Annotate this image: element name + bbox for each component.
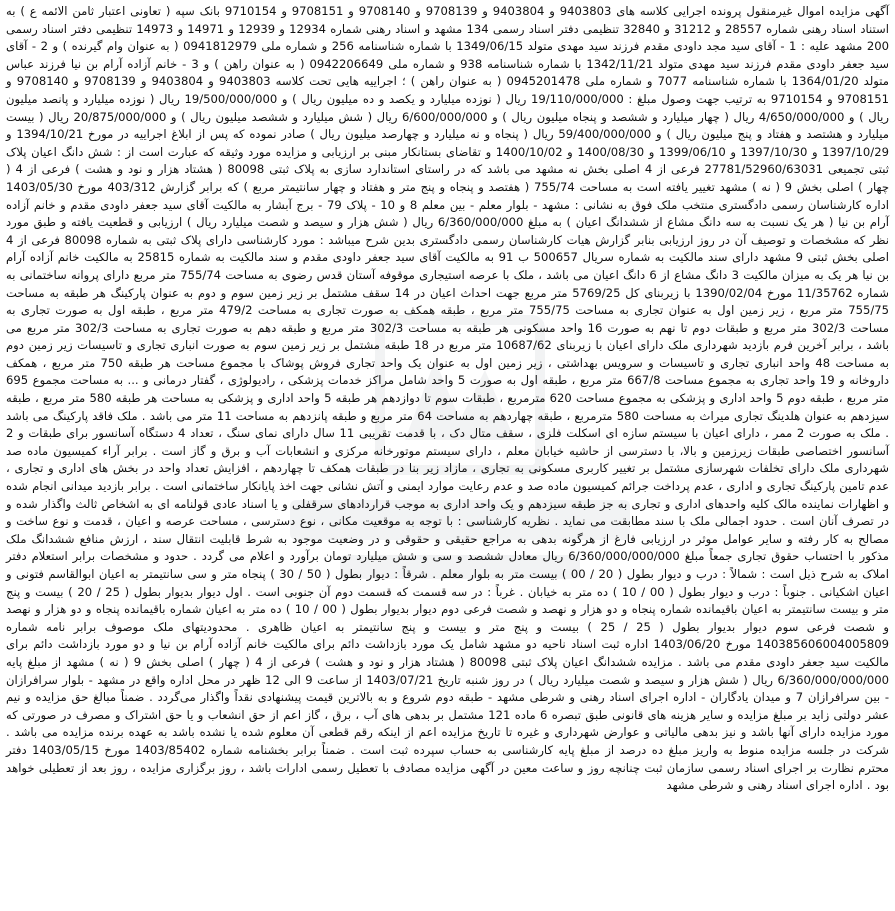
auction-notice-text: آگهی مزایده اموال غیرمنقول پرونده اجرایی کلاسه های 9403803 و 9403804 و 9708139 و 9708140 و 9708151 و 9710154 بانک سپه ( تعاونی اعتبار ثامن الائمه ع ) به استناد اسناد رهنی شماره 28557 و 31212 و 32840 تنظیمی دفتر اسناد رسمی 134 مشهد و اسناد رهنی شماره 12934 و 12939 و 14971 و 14973 تنظیمی دفتر اسناد رسمی 200 مشهد علیه : 1 - آقای سید مجد داودی مقدم فرزند سید مهدی متولد 1349/06/15 با شماره شناسنامه 256 و شماره ملی 0941812979 ( به عنوان وام گیرنده ) و 2 - آقای سید جعفر داودی مقدم فرزند سید مهدی متولد 1342/11/21 با شماره شناسنامه 938 و شماره ملی 0942206649 ( به عنوان راهن ) و 3 - خانم آزاده آرام بن نیا فرزند عباس متولد 1364/01/20 با شماره شناسنامه 7077 و شماره ملی 0945201478 ( به عنوان راهن ) ؛ اجراییه هایی تحت کلاسه 9403803 و 9403804 و 9708139 و 9708140 و 9708151 و 9710154 به ترتیب جهت وصول مبلغ : 19/110/000/000 ریال ( نوزده میلیارد و یکصد و ده میلیون ریال ) و 19/500/000/000 ریال ( نوزده میلیارد و پانصد میلیون ریال ) و 4/650/000/000 ریال ( چهار میلیارد و ششصد و پنجاه میلیون ریال ) و 6/600/000/000 ریال ( شش میلیارد و ششصد میلیون ریال ) و 20/875/000/000 ریال ( بیست میلیارد و هشتصد و هفتاد و پنج میلیون ریال ) و 59/400/000/000 ریال ( پنجاه و نه میلیارد و چهارصد میلیون ریال ) صادر نموده که پس از ابلاغ اجراییه در مورخ 1394/10/21 و 1397/10/29 و 1397/10/30 و 1399/06/10 و 1400/08/30 و 1400/10/02 و تقاضای بستانکار مبنی بر ارزیابی و مزایده مورد وثیقه که عبارت است از : شش دانگ اعیان پلاک ثبتی تجمیعی 27781/52960/63031 فرعی از 4 اصلی بخش نه مشهد می باشد که در راستای استاندارد سازی به پلاک ثبتی 80098 ( هشتاد هزار و نود و هشت ) فرعی از 4 ( چهار ) اصلی بخش 9 ( نه ) مشهد تغییر یافته است به مساحت 755/74 ( هفتصد و پنجاه و پنج متر و هفتاد و چهار سانتیمتر مربع ) که برابر گزارش 403/312 مورخ 1403/05/30 اداره کارشناسان رسمی دادگستری منتخب ملک فوق به نشانی : مشهد - بلوار معلم - بین معلم 8 و 10 - پلاک 79 - برج آبشار به مالکیت آقای سید جعفر داودی مقدم و خانم آزاده آرام بن نیا ( هر یک نسبت به سه دانگ مشاع از ششدانگ اعیان ) به مبلغ 6/360/000/000 ریال ( شش هزار و سیصد و شصت میلیارد ریال ) ارزیابی و قطعیت یافته و طبق مورد نظر که مشخصات و توصیف آن در روز ارزیابی بنابر گزارش هیات کارشناسان رسمی دادگستری بدین شرح میباشد : مورد کارشناسی دارای پلاک ثبتی به شماره 80098 فرعی از 4 اصلی بخش ثبتی 9 مشهد دارای سند مالکیت به شماره سریال 500657 ب 91 به مالکیت آقای سید جعفر داودی مقدم و سند مالکیت به شماره 25815 به مالکیت خانم آزاده آرام بن نیا هر یک به میزان مالکیت 3 دانگ مشاع از 6 دانگ اعیان می باشد ، ملک با عرصه استیجاری موقوفه آستان قدس رضوی به مساحت 755/74 متر مربع دارای پروانه ساختمانی به شماره 11/35762 مورخ 1390/02/04 با زیربنای کل 5769/25 متر مربع جهت احداث اعیان در 14 سقف مشتمل بر زیر زمین سوم و دوم به عنوان پارکینگ هر طبقه به مساحت 755/75 متر مربع ، زیر زمین اول به عنوان تجاری به مساحت 755/75 متر مربع ، طبقه همکف به صورت تجاری به مساحت 479/2 متر مربع ، طبقه اول به صورت تجاری به مساحت 302/3 متر مربع و طبقات دوم تا نهم به صورت 16 واحد مسکونی هر طبقه به مساحت 302/3 متر مربع و طبقه دهم به صورت تجاری به مساحت 302/3 متر مربع می باشد ، برابر آخرین فرم بازدید شهرداری ملک دارای اعیان با زیربنای 10687/62 متر مربع در 18 طبقه مشتمل بر زیر زمین سوم به صورت انباری تجاری و تاسیسات زیر زمین دوم به مساحت 48 واحد انباری تجاری و تاسیسات و سرویس بهداشتی ، زیر زمین اول به عنوان یک واحد تجاری فروش پوشاک با مجموع مساحت هر طبقه 750 متر مربع ، همکف داروخانه و 19 واحد تجاری به مجموع مساحت 667/8 متر مربع ، طبقه اول به صورت 5 واحد شامل مراکز خدمات پزشکی ، رادیولوژی ، گفتار درمانی و ... به مساحت مجموع 695 متر مربع ، طبقه دوم 5 واحد اداری و پزشکی به مجموع مساحت 620 مترمربع ، طبقات سوم تا دوازدهم هر طبقه 5 واحد اداری و پزشکی به مساحت هر طبقه 580 متر مربع ، طبقه سیزدهم به عنوان هلدینگ تجاری میراث به مساحت 580 مترمربع ، طبقه چهاردهم به مساحت 64 متر مربع و طبقه پانزدهم به مساحت 11 متر می باشد . ملک فاقد پارکینگ می باشد . ملک به صورت 2 ممر ، دارای اعیان با سیستم سازه ای اسکلت فلزی ، سقف متال دک ، با قدمت تقریبی 11 سال دارای نمای سنگ ، تعداد 4 دستگاه آسانسور برای طبقات و 2 آسانسور اختصاصی طبقات زیرزمین و بالا، با دسترسی از حاشیه خیابان معلم ، دارای سیستم موتورخانه مرکزی و انشعابات آب و برق و گاز است . برابر آراء کمیسیون ماده صد شهرداری ملک دارای تخلفات شهرسازی مشتمل بر تغییر کاربری مسکونی به تجاری ، مازاد زیر بنا در طبقات همکف تا چهاردهم ، افزایش تعداد واحد در بخش های اداری و تجاری ، عدم تامین پارکینگ تجاری و اداری ، عدم پرداخت جرائم کمیسیون ماده صد و عدم رعایت موارد ایمنی و آتش نشانی جهت اخذ پایانکار ساختمانی است . برابر بازدید میدانی انجام شده و اظهارات نماینده مالک کلیه واحدهای اداری و تجاری به جز طبقه سیزدهم و یک واحد اداری به موجب قراردادهای سرقفلی و یا اسناد عادی قولنامه ای به اشخاص ثالث واگذار شده و در تصرف آنان است . حدود اجمالی ملک با سند مطابقت می نماید . نظریه کارشناسی : با توجه به موقعیت مکانی ، نوع دسترسی ، مساحت عرصه و اعیان ، قدمت و نوع ساخت و مصالح به کار رفته و سایر عوامل موثر در ارزیابی فارغ از هرگونه بدهی به مراجع حقیقی و حقوقی و در وضعیت موجود به شرط قابلیت انتقال سند ، ارزش منافع ششدانگ ملک مذکور با احتساب حقوق تجاری جمعاً مبلغ 6/360/000/000/000 ریال معادل ششصد و سی و شش میلیارد تومان برآورد و اعلام می گردد . حدود و مشخصات برابر استعلام دفتر املاک به شرح ذیل است : شمالاً : درب و دیوار بطول ( 20 / 00 ) بیست متر به بلوار معلم . شرقاً : دیوار بطول ( 50 / 30 ) پنجاه متر و سی سانتیمتر به اعیان ابوالقاسم فتونی و اعیان اشکیانی . جنوباً : درب و دیوار بطول ( 00 / 10 ) ده متر به خیابان . غرباً : در سه قسمت که قسمت دوم آن جنوبی است . اول دیوار بدیوار بطول ( 25 / 20 ) بیست و پنج متر و بیست سانتیمتر به اعیان باقیمانده شماره پنجاه و دو هزار و نهصد و شصت فرعی دوم دیوار بدیوار بطول ( 00 / 10 ) ده متر به اعیان شماره باقیمانده پنجاه و دو هزار و نهصد و شصت فرعی سوم دیوار بدیوار بطول ( 25 / 25 ) بیست و پنج متر و بیست و پنج سانتیمتر به اعیان ظاهری . محدودیتهای ملک موصوف برابر نامه شماره 140385606004005809 مورخ 1403/06/20 اداره ثبت اسناد ناحیه دو مشهد شامل یک مورد بازداشت دائم برای مالکیت خانم آزاده آرام بن نیا و دو مورد بازداشت دائم برای مالکیت سید جعفر داودی مقدم می باشد . مزایده ششدانگ اعیان پلاک ثبتی 80098 ( هشتاد هزار و نود و هشت ) فرعی از 4 ( چهار ) اصلی بخش 9 ( نه ) مشهد از مبلغ پایه 6/360/000/000/000 ریال ( شش هزار و سیصد و شصت میلیارد ریال ) در روز شنبه تاریخ 1403/07/21 از ساعت 9 الی 12 ظهر در محل اداره واقع در مشهد - بلوار سرافرازان - بین سرافرازان 7 و میدان یادگاران - اداره اجرای اسناد رهنی و شرطی مشهد - طبقه دوم شروع و به بالاترین قیمت پیشنهادی نقداً واگذار می‌گردد . ضمناً مبالغ حق مزایده و نیم عشر دولتی زاید بر مبلغ مزایده و سایر هزینه های قانونی طبق تبصره 6 ماده 121 مشتمل بر بدهی های آب ، برق ، گاز اعم از حق انشعاب و یا حق اشتراک و مصرف در صورتی که مورد مزایده دارای آنها باشد و نیز بدهی مالیاتی و عوارض شهرداری و غیره تا تاریخ مزایده اعم از اینکه رقم قطعی آن معلوم شده یا نشده باشد به عهده برنده مزایده می باشد . شرکت در جلسه مزایده منوط به واریز مبلغ ده درصد از مبلغ پایه کارشناسی به حساب سپرده ثبت است . ضمناً برابر بخشنامه شماره 1403/85402 مورخ 1403/05/15 دفتر محترم نظارت بر اجرای اسناد رسمی سازمان ثبت چنانچه روز و ساعت معین در آگهی مزایده مصادف با تعطیل رسمی ادارات باشد ، روز برگزاری مزایده ، روز بعد از تعطیلی خواهد بود . اداره اجرای اسناد رهنی و شرطی مشهد — [6, 4, 890, 793]
